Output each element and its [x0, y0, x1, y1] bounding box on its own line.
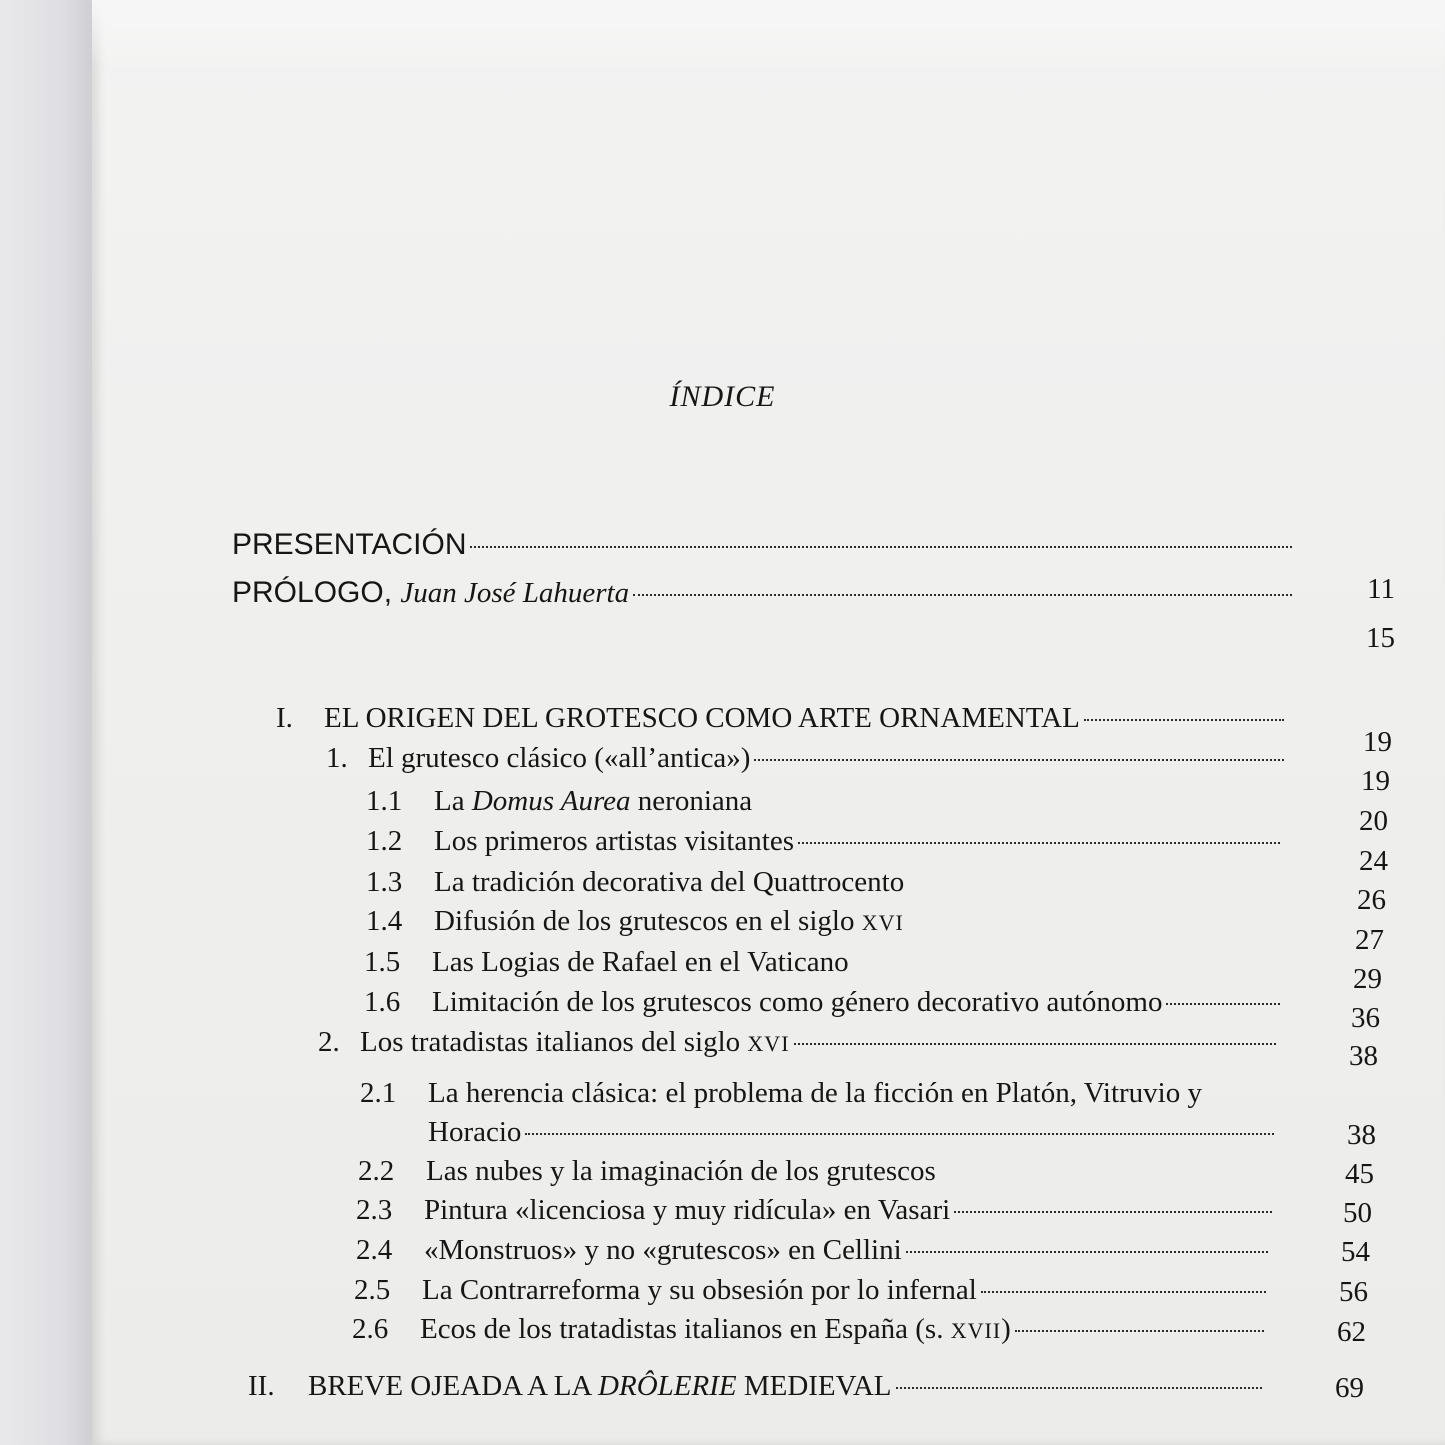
- toc-entry-label: Los tratadistas italianos del siglo XVI: [360, 1026, 790, 1058]
- leader-dots: [798, 842, 1280, 844]
- toc-page-number: 38: [1347, 1119, 1376, 1151]
- toc-page-number: 36: [1351, 1002, 1380, 1034]
- toc-entry-label: Los primeros artistas visitantes: [434, 825, 795, 857]
- toc-entry-label: Las Logias de Rafael en el Vaticano: [432, 946, 849, 978]
- toc-entry-number: 1.2: [366, 825, 403, 857]
- toc-entry-label: Difusión de los grutescos en el siglo XVI: [434, 905, 904, 937]
- toc-entry-section: [326, 740, 1288, 776]
- toc-entry-label: «Monstruos» y no «grutescos» en Cellini: [424, 1234, 902, 1266]
- toc-entry-subsection: [360, 1075, 1290, 1111]
- toc-entry-number: 1.5: [364, 946, 401, 978]
- toc-entry-chapter-ii: [248, 1368, 1266, 1404]
- toc-page-number: 38: [1349, 1040, 1378, 1072]
- toc-entry-subsection: [364, 984, 1284, 1020]
- toc-entry-subsection: [366, 823, 1284, 859]
- toc-entry-number: II.: [248, 1370, 275, 1402]
- page-highlight: [92, 0, 1445, 70]
- leader-dots: [794, 1043, 1276, 1045]
- toc-page-number: 20: [1359, 805, 1388, 837]
- toc-entry-number: 2.6: [352, 1313, 389, 1345]
- toc-page-number: 19: [1361, 765, 1390, 797]
- leader-dots: [525, 1133, 1274, 1135]
- toc-page-number: 26: [1357, 884, 1386, 916]
- toc-entry-label: EL ORIGEN DEL GROTESCO COMO ARTE ORNAMENTAL: [324, 702, 1080, 734]
- toc-page-number: 11: [1367, 573, 1395, 605]
- toc-entry-number: I.: [276, 702, 293, 734]
- toc-entry-label: Las nubes y la imaginación de los grutescos: [426, 1155, 936, 1187]
- toc-entry-subsection: [354, 1272, 1270, 1308]
- toc-entry-label: Horacio: [428, 1116, 522, 1148]
- toc-entry-number: 2.5: [354, 1274, 391, 1306]
- toc-entry-label: Pintura «licenciosa y muy ridícula» en Vasari: [424, 1194, 951, 1226]
- toc-entry-number: 2.1: [360, 1077, 397, 1109]
- toc-page-number: 15: [1366, 622, 1395, 654]
- toc-entry-label: La Domus Aurea neroniana: [434, 785, 753, 817]
- leader-dots: [1015, 1330, 1264, 1332]
- toc-entry-subsection: [358, 1153, 1018, 1189]
- leader-dots: [633, 594, 1292, 596]
- toc-page-number: 50: [1343, 1197, 1372, 1229]
- leader-dots: [470, 546, 1292, 548]
- left-page-edge: [0, 0, 92, 1445]
- toc-entry-label: El grutesco clásico («all’antica»): [368, 742, 751, 774]
- toc-entry-subsection: [352, 1311, 1268, 1349]
- toc-entry-number: 1.4: [366, 905, 403, 937]
- toc-entry-label: La tradición decorativa del Quattrocento: [434, 866, 905, 898]
- toc-entry-label: PRÓLOGO, Juan José Lahuerta: [232, 576, 630, 609]
- index-title: ÍNDICE: [669, 380, 776, 413]
- toc-page-number: 19: [1363, 726, 1392, 758]
- toc-page-number: 56: [1339, 1276, 1368, 1308]
- toc-entry-label: La herencia clásica: el problema de la ficción en Platón, Vitruvio y: [428, 1077, 1202, 1109]
- leader-dots: [896, 1387, 1263, 1389]
- toc-entry-number: 2.: [318, 1026, 340, 1058]
- toc-page-number: 29: [1353, 963, 1382, 995]
- leader-dots: [1084, 719, 1284, 721]
- toc-entry-subsection: [366, 903, 966, 941]
- toc-entry-section: [318, 1024, 1280, 1062]
- toc-page-number: 24: [1359, 845, 1388, 877]
- toc-entry-number: 2.4: [356, 1234, 393, 1266]
- toc-entry-subsection: [356, 1192, 1276, 1228]
- toc-entry-label: Ecos de los tratadistas italianos en España (s. XVII): [420, 1313, 1011, 1345]
- toc-entry-prologo: [232, 575, 1296, 611]
- toc-page-number: 45: [1345, 1158, 1374, 1190]
- toc-entry-subsection: [364, 944, 964, 980]
- toc-entry-chapter-i: [276, 700, 1288, 736]
- toc-entry-continuation: [428, 1114, 1278, 1150]
- toc-entry-label: Limitación de los grutescos como género decorativo autónomo: [432, 986, 1163, 1018]
- toc-entry-label: BREVE OJEADA A LA DRÔLERIE MEDIEVAL: [308, 1370, 892, 1402]
- toc-page-number: 69: [1335, 1372, 1364, 1404]
- toc-entry-number: 2.3: [356, 1194, 393, 1226]
- leader-dots: [954, 1211, 1272, 1213]
- toc-entry-subsection: [366, 783, 836, 819]
- toc-entry-label: PRESENTACIÓN: [232, 528, 467, 561]
- toc-entry-author: Juan José Lahuerta: [400, 577, 630, 609]
- leader-dots: [754, 759, 1284, 761]
- toc-page-number: 62: [1337, 1316, 1366, 1348]
- toc-entry-subsection: [366, 864, 966, 900]
- toc-entry-subsection: [356, 1232, 1272, 1268]
- toc-entry-number: 1.6: [364, 986, 401, 1018]
- toc-page-number: 54: [1341, 1236, 1370, 1268]
- toc-entry-number: 1.: [326, 742, 348, 774]
- leader-dots: [981, 1291, 1266, 1293]
- toc-entry-label: La Contrarreforma y su obsesión por lo infernal: [422, 1274, 977, 1306]
- toc-entry-number: 2.2: [358, 1155, 395, 1187]
- leader-dots: [906, 1251, 1268, 1253]
- toc-entry-presentacion: [232, 527, 1296, 563]
- toc-entry-number: 1.3: [366, 866, 403, 898]
- toc-page-number: 27: [1355, 924, 1384, 956]
- leader-dots: [1166, 1003, 1280, 1005]
- toc-entry-number: 1.1: [366, 785, 403, 817]
